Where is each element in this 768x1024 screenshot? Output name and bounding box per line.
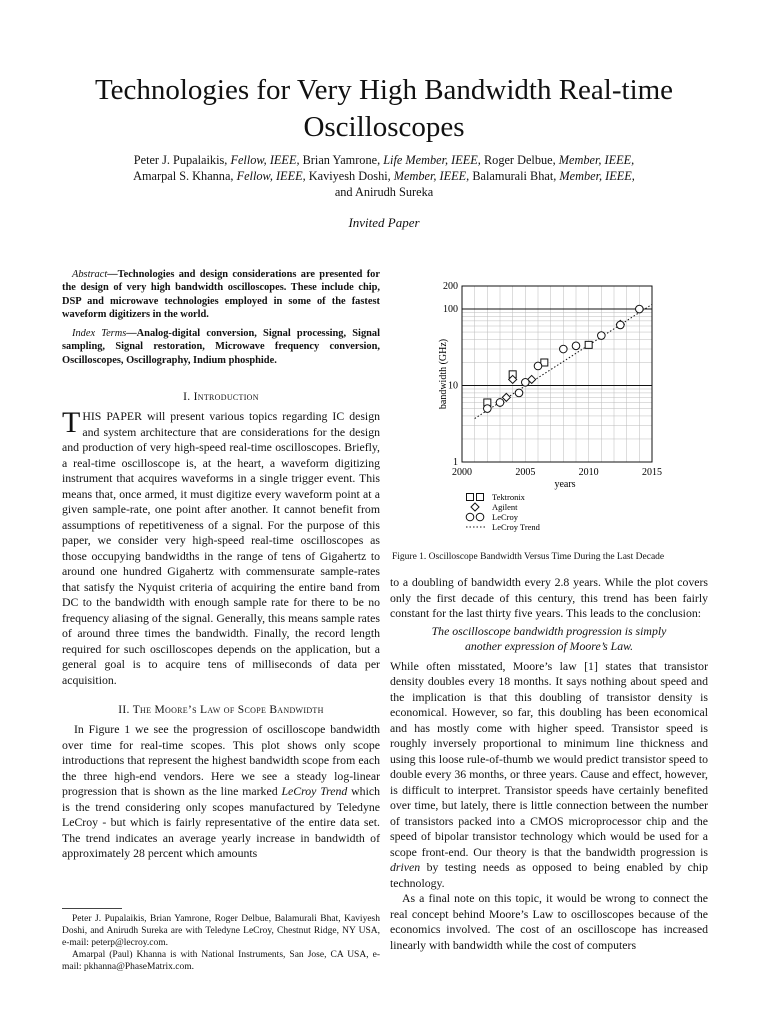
y-axis-label: bandwidth (GHz): [438, 338, 449, 410]
section-1-text: HIS PAPER will present various topics regarding IC design and system architecture that are considerations for the design and production of very high-speed real-time oscilloscopes. Briefly, a real-time oscilloscope is, at the heart, a waveform digitizing instrument that acquires waveforms in a single trigger event. This means that, once armed, it must digitize every waveform point at a given sample-rate, one point after another. It cannot benefit from assumptions of repetitiveness of a signal. For the purpose of this paper, we consider very high-speed real-time oscilloscopes as those occupying bandwidths in the range of tens of Gigahertz to around one hundred Gigahertz with commensurate sample-rates that satisfy the Nyquist criteria of acquiring the entire band from DC to the bandwidth with enough sample rate for there to be no frequency aliasing of the signal. Generally, this means sample rates of around three times the bandwidth. Finally, the record length required for such oscilloscopes depends on the application, but a general goal is to acquire tens of milliseconds of data per acquisition.: [62, 409, 380, 687]
section-2-continuation: to a doubling of bandwidth every 2.8 years. While the plot covers only the first decade of this century, this trend has been fairly constant for the last thirty five years. This leads to the conclusion:: [390, 575, 708, 620]
tektronix-point: [585, 341, 592, 348]
legend-label: LeCroy Trend: [492, 522, 540, 532]
author-name: Brian Yamrone,: [299, 153, 384, 167]
lecroy-point: [515, 389, 523, 397]
section-2-paragraph-3: As a final note on this topic, it would be wrong to connect the real concept behind Moore’s Law to oscilloscopes because of the economics involved. The cost of an oscilloscope has increased linearly with bandwidth while the cost of computers: [390, 891, 708, 952]
invited-paper-label: Invited Paper: [348, 215, 420, 230]
lecroy-point: [572, 342, 580, 350]
bandwidth-chart: [410, 276, 740, 546]
paper-title: [40, 72, 728, 146]
legend-circle-icon: [466, 513, 474, 521]
left-column: [62, 268, 380, 862]
legend-diamond-icon: [471, 503, 479, 511]
paper-title-line-2: Oscilloscopes: [303, 111, 465, 143]
abstract-label: Abstract: [72, 269, 108, 280]
author-name: Roger Delbue,: [480, 153, 559, 167]
section-2-text-b: which is the trend considering only scopes manufactured by Teledyne LeCroy - but which is fairly representative of the entire data set. The trend indicates an average yearly increase in bandwidth of approximately 28 percent which amounts: [62, 784, 380, 861]
footnotes: [62, 908, 380, 973]
legend-square-icon: [467, 494, 474, 501]
lecroy-point: [484, 405, 492, 413]
paragraph-2-text-b: by testing needs as opposed to being enabled by chip technology.: [390, 860, 708, 890]
author-name: and Anirudh Sureka: [334, 185, 434, 199]
footnote-1: Peter J. Pupalaikis, Brian Yamrone, Roger Delbue, Balamurali Bhat, Kaviyesh Doshi, and Anirudh Sureka are with Teledyne LeCroy, Chestnut Ridge, NY USA, e-mail: peterp@lecroy.com.: [62, 914, 380, 948]
author-membership: Member, IEEE,: [559, 169, 635, 183]
legend-square-icon: [477, 494, 484, 501]
lecroy-trend-emphasis: LeCroy Trend: [281, 784, 348, 799]
author-membership: Member, IEEE,: [558, 153, 635, 167]
abstract: [62, 268, 380, 321]
section-2-heading: II. The Moore’s Law of Scope Bandwidth: [118, 704, 324, 717]
right-column: [390, 575, 708, 953]
author-name: Amarpal S. Khanna,: [133, 169, 237, 183]
chart-grid: [462, 286, 652, 462]
x-axis-label: years: [554, 479, 576, 490]
author-line-2: [60, 168, 708, 184]
author-name: Balamurali Bhat,: [469, 169, 560, 183]
author-line-3: [60, 184, 708, 200]
x-tick-label: 2010: [578, 467, 599, 478]
footnote-divider: [62, 908, 122, 909]
y-tick-label: 1: [453, 457, 458, 468]
author-membership: Fellow, IEEE,: [236, 169, 306, 183]
chart-ticks: [443, 281, 662, 478]
section-2-text-a: In Figure 1 we see the progression of oscilloscope bandwidth over time for real-time scopes. This plot shows only scope introductions that represent the highest bandwidth scope from each the three high-end vendors. Here we see a steady log-linear progression that is shown as the line marked: [62, 722, 380, 799]
section-2-paragraph-2: [390, 659, 708, 892]
footnote-2: Amarpal (Paul) Khanna is with National Instruments, San Jose, CA USA, e-mail: pkhanna@PhaseMatrix.com.: [62, 950, 380, 972]
x-tick-label: 2015: [642, 467, 662, 478]
author-membership: Member, IEEE,: [393, 169, 470, 183]
section-1-paragraph: [62, 406, 380, 688]
paragraph-2-text-a: While often misstated, Moore’s law [1] states that transistor density doubles every 18 months. It says nothing about speed and the implication is that this doubling of transistor density is economical. However, so far, this doubling has been economical and has mostly come with higher speed. Transistor speed is roughly inversely proportional to minimum line thickness and using this loose rule-of-thumb we would predict transistor speed to double every 36 months, or three years. Cause and effect, however, is difficult to interpret. Transistor speeds have certainly benefited over time, but lately, there is little connection between the number of transistors packed into a CMOS microprocessor chip and the speed of bipolar transistor technology which would be used for a scope front-end. Our theory is that the bandwidth progression is: [390, 658, 708, 859]
index-terms-text: —Analog-digital conversion, Signal processing, Signal sampling, Signal restoration, Microwave frequency conversion, Oscilloscopes, Oscillography, Indium phosphide.: [62, 328, 380, 366]
x-tick-label: 2000: [452, 467, 472, 478]
section-2-paragraph-1: [62, 722, 380, 862]
legend-label: Tektronix: [492, 492, 525, 502]
section-1-heading: I. Introduction: [183, 391, 259, 404]
lecroy-point: [598, 332, 606, 340]
quote-line-2: another expression of Moore’s Law.: [464, 639, 634, 653]
lecroy-point: [522, 379, 530, 387]
lecroy-point: [560, 345, 568, 353]
author-membership: Life Member, IEEE,: [383, 153, 481, 167]
quote-line-1: The oscilloscope bandwidth progression is simply: [431, 623, 667, 638]
abstract-text: —Technologies and design considerations are presented for the design of very high bandwidth oscilloscopes. These include chip, DSP and microwave technologies employed in some of the fastest waveform digitizers in the world.: [62, 269, 380, 320]
author-name: Peter J. Pupalaikis,: [133, 153, 231, 167]
lecroy-point: [496, 399, 504, 407]
lecroy-point: [617, 321, 625, 329]
lecroy-point: [636, 305, 644, 313]
drop-cap: T: [62, 406, 81, 440]
y-tick-label: 100: [443, 304, 458, 316]
y-tick-label: 200: [443, 281, 458, 292]
x-tick-label: 2005: [515, 467, 536, 478]
paper-title-line-1: Technologies for Very High Bandwidth Real-time: [94, 74, 674, 106]
figure-caption: Figure 1. Oscilloscope Bandwidth Versus Time During the Last Decade: [392, 552, 665, 562]
author-line-1: [60, 152, 708, 168]
legend-label: LeCroy: [492, 512, 518, 522]
lecroy-point: [534, 362, 542, 370]
legend-label: Agilent: [492, 502, 518, 512]
legend-circle-icon: [476, 513, 484, 521]
driven-emphasis: driven: [390, 860, 421, 874]
chart-legend: [466, 492, 541, 532]
index-terms-label: Index Terms: [72, 328, 127, 340]
y-tick-label: 10: [448, 380, 458, 392]
author-list: [60, 152, 708, 200]
moores-law-quote: [404, 624, 694, 655]
author-membership: Fellow, IEEE,: [230, 153, 300, 167]
author-name: Kaviyesh Doshi,: [305, 169, 394, 183]
index-terms: [62, 327, 380, 367]
